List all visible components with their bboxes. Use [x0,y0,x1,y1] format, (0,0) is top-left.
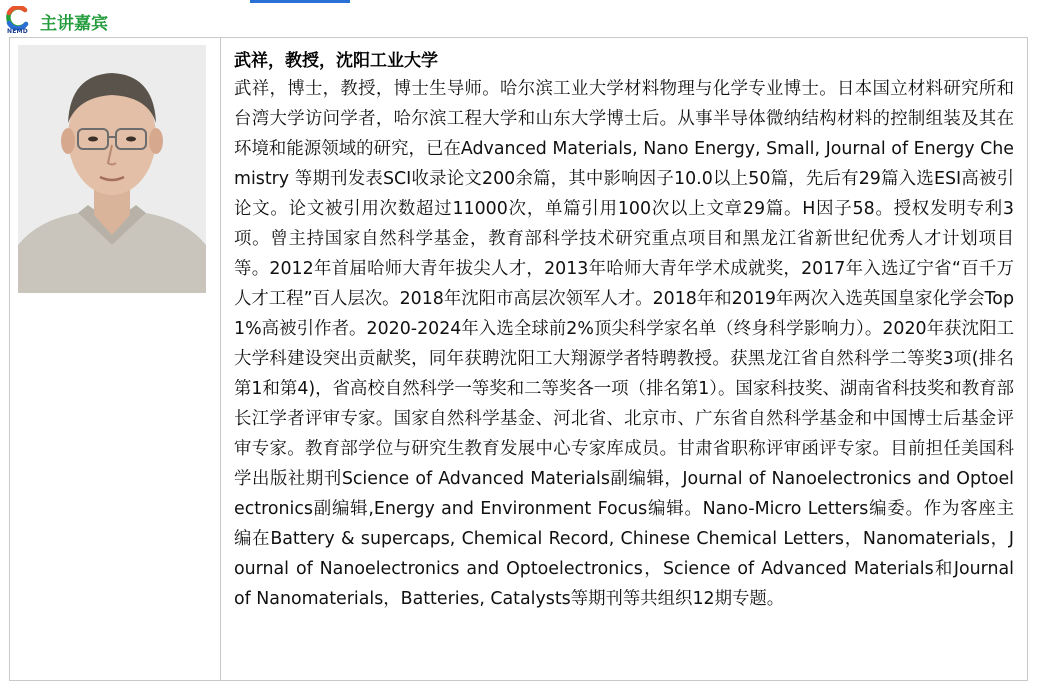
top-accent-bar [250,0,350,3]
logo-text: NEMD [7,28,28,35]
nemd-logo [4,6,32,36]
portrait-image [18,45,206,293]
logo-c-icon [4,6,32,30]
section-title: 主讲嘉宾 [40,13,108,34]
section-header [4,6,108,36]
column-divider [220,38,221,680]
speaker-heading: 武祥，教授，沈阳工业大学 [234,51,438,71]
speaker-bio-text: 武祥，博士，教授，博士生导师。哈尔滨工业大学材料物理与化学专业博士。日本国立材料研究所和台湾大学访问学者，哈尔滨工程大学和山东大学博士后。从事半导体微纳结构材料的控制组装及其在环境和能源领域的研究，已在Advanced Materials, Nano Energy, Small, Journal of Energy Chemistry 等期刊发表SCI收录论文200余篇，其中影响因子10.0以上50篇，先后有29篇入选ESI高被引论文。论文被引用次数超过11000次，单篇引用100次以上文章29篇。H因子58。授权发明专利3项。曾主持国家自然科学基金，教育部科学技术研究重点项目和黑龙江省新世纪优秀人才计划项目等。2012年首届哈师大青年拔尖人才，2013年哈师大青年学术成就奖，2017年入选辽宁省“百千万人才工程”百人层次。2018年沈阳市高层次领军人才。2018年和2019年两次入选英国皇家化学会Top 1%高被引作者。2020-2024年入选全球前2%顶尖科学家名单（终身科学影响力）。2020年获沈阳工大学科建设突出贡献奖，同年获聘沈阳工大翔源学者特聘教授。获黑龙江省自然科学二等奖3项(排名第1和第4)，省高校自然科学一等奖和二等奖各一项（排名第1）。国家科技奖、湖南省科技奖和教育部长江学者评审专家。国家自然科学基金、河北省、北京市、广东省自然科学基金和中国博士后基金评审专家。教育部学位与研究生教育发展中心专家库成员。甘肃省职称评审函评专家。目前担任美国科学出版社期刊Science of Advanced Materials副编辑，Journal of Nanoelectronics and Optoelectronics副编辑,Energy and Environment Focus编辑。Nano-Micro Letters编委。作为客座主编在Battery & supercaps, Chemical Record, Chinese Chemical Letters，Nanomaterials，Journal of Nanoelectronics and Optoelectronics，Science of Advanced Materials和Journal of Nanomaterials，Batteries, Catalysts等期刊等共组织12期专题。 [234,79,1014,609]
speaker-card [9,37,1028,681]
speaker-bio-block [234,48,1014,614]
speaker-photo [18,45,206,293]
